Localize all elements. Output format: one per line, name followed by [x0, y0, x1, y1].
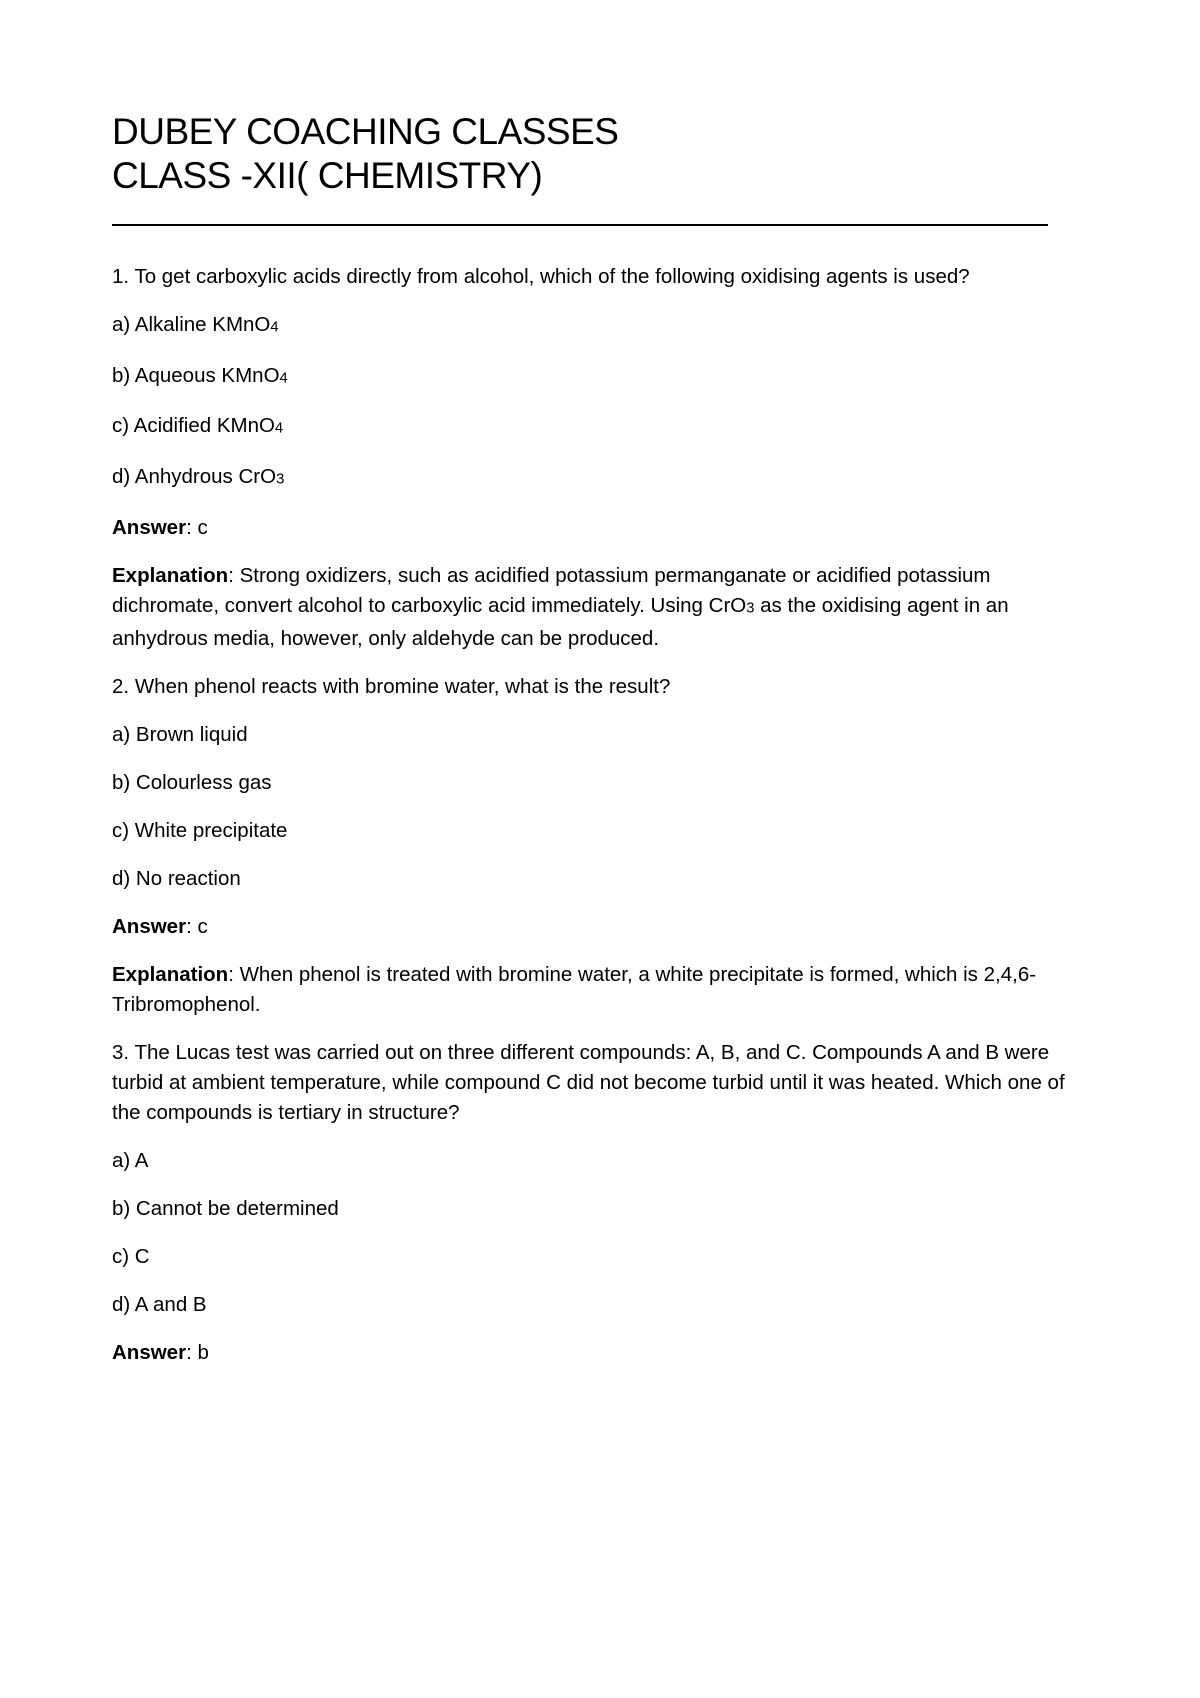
answer: Answer: b — [112, 1340, 209, 1364]
class-title: CLASS -XII( CHEMISTRY) — [112, 155, 543, 196]
option-c: c) White precipitate — [112, 818, 288, 842]
option-d: d) Anhydrous CrO$_3$ — [112, 465, 285, 489]
question-1 — [112, 262, 1072, 654]
option-d: d) No reaction — [112, 866, 241, 890]
option-c: c) Acidified KMnO$_4$ — [112, 414, 284, 438]
header-divider — [112, 224, 1048, 226]
question-text: 2. When phenol reacts with bromine water, what is the result? — [112, 674, 671, 698]
institute-title: DUBEY COACHING CLASSES — [112, 111, 619, 152]
option-d: d) A and B — [112, 1292, 207, 1316]
option-b: b) Cannot be determined — [112, 1196, 339, 1220]
option-a: a) Brown liquid — [112, 722, 248, 746]
document-page — [112, 110, 1072, 1368]
explanation: Explanation: When phenol is treated with bromine water, a white precipitate is formed, which is 2,4,6-Tribromophenol. — [112, 962, 1037, 1016]
option-a: a) A — [112, 1148, 149, 1172]
question-3 — [112, 1038, 1072, 1368]
option-b: b) Colourless gas — [112, 770, 272, 794]
option-b: b) Aqueous KMnO$_4$ — [112, 363, 288, 387]
option-c: c) C — [112, 1244, 150, 1268]
question-text: 3. The Lucas test was carried out on three different compounds: A, B, and C. Compounds A and B were turbid at ambient temperature, while compound C did not become turbid until it was heated. Which one of the compounds is tertiary in structure? — [112, 1040, 1065, 1124]
explanation: Explanation: Strong oxidizers, such as acidified potassium permanganate or acidified potassium dichromate, convert alcohol to carboxylic acid immediately. Using CrO$_3$ as the oxidising agent in an anhydrous media, however, only aldehyde can be produced. — [112, 563, 1009, 650]
question-2 — [112, 672, 1072, 1020]
question-text: 1. To get carboxylic acids directly from alcohol, which of the following oxidising agents is used? — [112, 265, 970, 288]
option-a: a) Alkaline KMnO$_4$ — [112, 313, 279, 336]
answer: Answer: c — [112, 914, 208, 938]
answer: Answer: c — [112, 515, 208, 539]
